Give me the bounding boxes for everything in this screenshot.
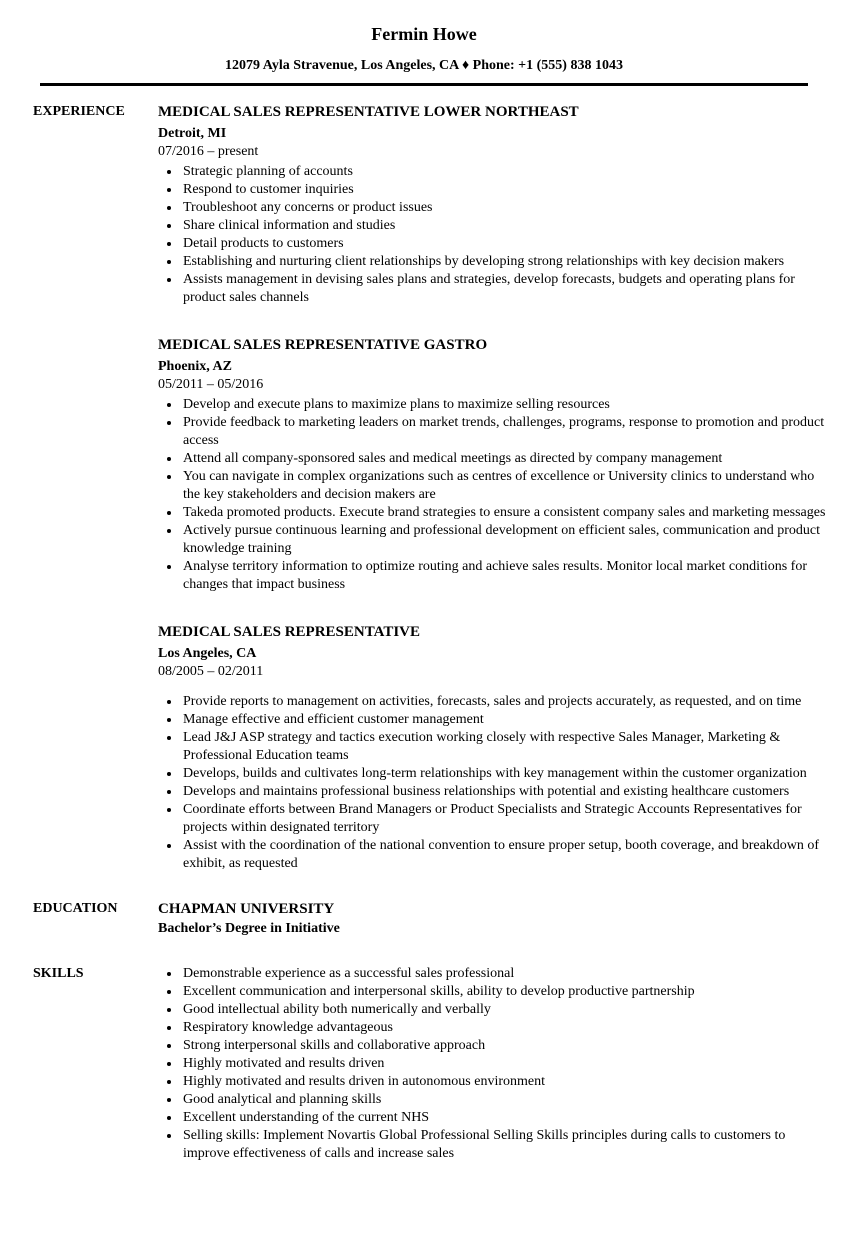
section-label-education: EDUCATION	[33, 901, 118, 916]
job-dates: 08/2005 – 02/2011	[158, 664, 264, 679]
job-bullet-item: • Respond to customer inquiries	[181, 181, 830, 199]
job-bullet-item: • Attend all company-sponsored sales and medical meetings as directed by company management	[181, 450, 830, 468]
resume-body	[0, 86, 860, 1163]
job-bullet-item: • Detail products to customers	[181, 235, 830, 253]
education-content	[158, 900, 830, 938]
skill-bullet-item: • Respiratory knowledge advantageous	[181, 1019, 830, 1037]
candidate-name: Fermin Howe	[371, 24, 477, 44]
job-bullet-list	[158, 693, 830, 873]
job-bullet-item: • Manage effective and efficient customer management	[181, 711, 830, 729]
skill-bullet-item: • Good intellectual ability both numerically and verbally	[181, 1001, 830, 1019]
job-bullet-item: • Provide feedback to marketing leaders on market trends, challenges, programs, response to promotion and product access	[181, 414, 830, 450]
job-entry	[158, 103, 830, 307]
job-location: Detroit, MI	[158, 126, 227, 141]
job-bullet-item: • Assists management in devising sales plans and strategies, develop forecasts, budgets and operating plans for product sales channels	[181, 271, 830, 307]
job-location: Phoenix, AZ	[158, 359, 232, 374]
experience-content	[158, 103, 830, 873]
skill-bullet-item: • Highly motivated and results driven in autonomous environment	[181, 1073, 830, 1091]
job-bullet-item: • Coordinate efforts between Brand Managers or Product Specialists and Strategic Accounts Representatives for projects within designated territory	[181, 801, 830, 837]
section-label-skills: SKILLS	[33, 966, 84, 981]
contact-line: 12079 Ayla Stravenue, Los Angeles, CA ♦ Phone: +1 (555) 838 1043	[225, 58, 623, 73]
job-entry	[158, 623, 830, 873]
job-bullet-item: • Assist with the coordination of the national convention to ensure proper setup, booth coverage, and breakdown of exhibit, as requested	[181, 837, 830, 873]
job-bullet-item: • Establishing and nurturing client relationships by developing strong relationships with key decision makers	[181, 253, 830, 271]
job-location: Los Angeles, CA	[158, 646, 257, 661]
job-title: MEDICAL SALES REPRESENTATIVE GASTRO	[158, 337, 488, 353]
job-bullet-item: • Share clinical information and studies	[181, 217, 830, 235]
job-bullet-item: • Analyse territory information to optimize routing and achieve sales results. Monitor local market conditions for changes that impact business	[181, 558, 830, 594]
job-bullet-item: • Develop and execute plans to maximize plans to maximize selling resources	[181, 396, 830, 414]
job-title: MEDICAL SALES REPRESENTATIVE	[158, 624, 421, 640]
skills-bullet-list	[158, 965, 830, 1163]
job-bullet-item: • Provide reports to management on activities, forecasts, sales and projects accurately, as requested, and on time	[181, 693, 830, 711]
job-dates: 05/2011 – 05/2016	[158, 377, 264, 392]
skills-section	[33, 965, 830, 1163]
job-dates: 07/2016 – present	[158, 144, 259, 159]
section-label-experience: EXPERIENCE	[33, 104, 125, 119]
job-bullet-item: • Troubleshoot any concerns or product issues	[181, 199, 830, 217]
job-bullet-item: • Takeda promoted products. Execute brand strategies to ensure a consistent company sales and marketing messages	[181, 504, 830, 522]
skill-bullet-item: • Good analytical and planning skills	[181, 1091, 830, 1109]
school-name: CHAPMAN UNIVERSITY	[158, 901, 335, 917]
education-section	[33, 900, 830, 938]
job-bullet-item: • Lead J&J ASP strategy and tactics execution working closely with respective Sales Manager, Marketing & Professional Education teams	[181, 729, 830, 765]
skill-bullet-item: • Strong interpersonal skills and collaborative approach	[181, 1037, 830, 1055]
job-bullet-item: • You can navigate in complex organizations such as centres of excellence or University clinics to understand who the key stakeholders and decision makers are	[181, 468, 830, 504]
skill-bullet-item: • Selling skills: Implement Novartis Global Professional Selling Skills principles during calls to customers to improve effectiveness of calls and increase sales	[181, 1127, 830, 1163]
resume-header	[40, 0, 808, 86]
skill-bullet-item: • Excellent communication and interpersonal skills, ability to develop productive partnership	[181, 983, 830, 1001]
job-bullet-item: • Actively pursue continuous learning and professional development on efficient sales, communication and product knowledge training	[181, 522, 830, 558]
job-bullet-item: • Strategic planning of accounts	[181, 163, 830, 181]
job-bullet-list	[158, 396, 830, 594]
job-bullet-item: • Develops, builds and cultivates long-term relationships with key management within the customer organization	[181, 765, 830, 783]
job-bullet-list	[158, 163, 830, 307]
job-bullet-item: • Develops and maintains professional business relationships with potential and existing healthcare customers	[181, 783, 830, 801]
skill-bullet-item: • Demonstrable experience as a successful sales professional	[181, 965, 830, 983]
job-entry	[158, 336, 830, 594]
experience-section	[33, 103, 830, 873]
job-title: MEDICAL SALES REPRESENTATIVE LOWER NORTHEAST	[158, 104, 579, 120]
skill-bullet-item: • Highly motivated and results driven	[181, 1055, 830, 1073]
degree-name: Bachelor’s Degree in Initiative	[158, 921, 340, 936]
skill-bullet-item: • Excellent understanding of the current NHS	[181, 1109, 830, 1127]
